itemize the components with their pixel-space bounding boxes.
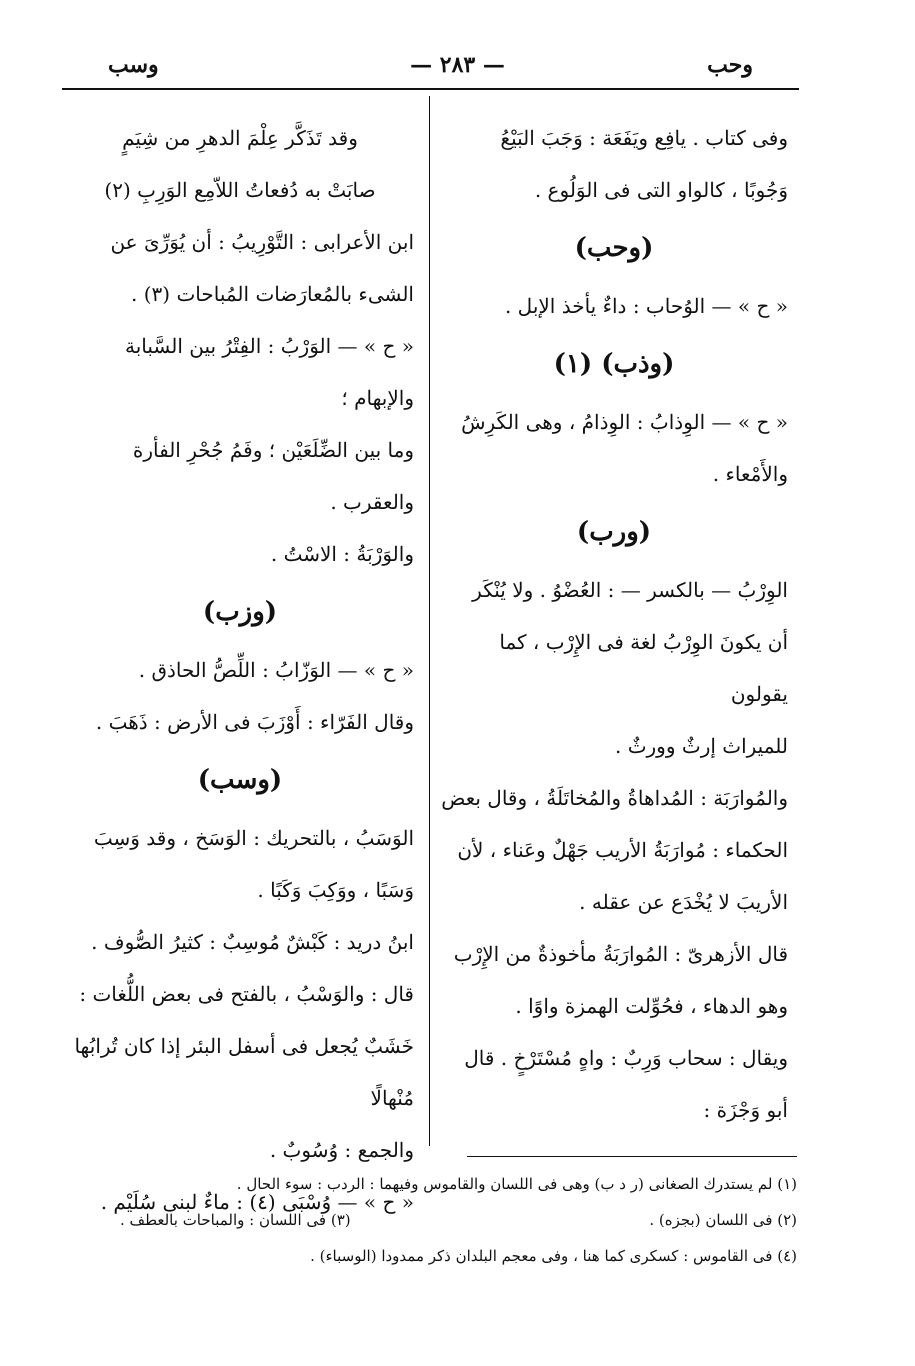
text-line: « ح » — الوِذابُ : الوِذامُ ، وهى الكَرِشُ xyxy=(461,410,788,434)
text-line: والمُوارَبَة : المُداهاةُ والمُخاتَلَةُ ، وقال بعض xyxy=(441,786,788,810)
text-line: الأريبَ لا يُخْدَع عن عقله . xyxy=(579,890,788,914)
text-line: « ح » — وُسْبَى (٤) : ماءٌ لبنى سُلَيْم . xyxy=(100,1190,414,1214)
entry-heading: (ورب) xyxy=(576,517,652,547)
text-line: للميراث إرثٌ وورثٌ . xyxy=(614,734,788,758)
text-line: وَجُوبًا ، كالواو التى فى الوَلُوع . xyxy=(534,178,788,202)
footnote-row xyxy=(120,1202,797,1238)
text-line: الشىء بالمُعارَضات المُباحات (٣) . xyxy=(131,282,414,306)
text-line: ابنُ دريد : كَبْشٌ مُوسِبٌ : كثيرُ الصُّوف . xyxy=(91,930,414,954)
text-line: الحكماء : مُوارَبَةُ الأريب جَهْلٌ وعَناء ، لأن xyxy=(457,838,788,862)
footnotes xyxy=(120,1166,797,1274)
column-divider xyxy=(429,96,430,1146)
text-line: « ح » — الوَرْبُ : الفِتْرُ بين السَّبابة والإبهام ؛ xyxy=(124,334,414,410)
entry-heading: (وحب) xyxy=(574,233,654,263)
entry-heading: (وذب) (١) xyxy=(553,349,675,379)
text-line: الوِرْبُ — بالكسر — : العُضْوُ . ولا يُنْكَر xyxy=(472,578,788,602)
header-keyword-right: وحب xyxy=(707,52,753,78)
text-line: قال الأزهرىّ : المُوارَبَةُ مأخوذةٌ من الإِرْب xyxy=(453,942,788,966)
text-line: أبو وَجْزَة : xyxy=(703,1098,788,1122)
text-line: « ح » — الوَزّابُ : اللِّصُّ الحاذق . xyxy=(138,658,414,682)
text-line: ابن الأعرابى : التَّوْرِيبُ : أن يُوَرِّىَ عن xyxy=(110,230,414,254)
text-line: والأَمْعاء . xyxy=(712,462,788,486)
footnote-1: (١) لم يستدرك الصغانى (ر د ب) وهى فى اللسان والقاموس وفيهما : الردب : سوء الحال . xyxy=(236,1175,797,1193)
text-line: والوَرْبَةُ : الاسْتُ . xyxy=(270,542,414,566)
text-line: وفى كتاب . يافِع ويَفَعَة : وَجَبَ البَيْعُ xyxy=(500,126,788,150)
right-column xyxy=(440,112,788,1136)
text-line: وَسَبًا ، ووَكِبَ وَكَبًا . xyxy=(257,878,414,902)
text-line: وما بين الضِّلَعَيْن ؛ وفَمُ جُحْرِ الفأرة والعقرب . xyxy=(132,438,414,514)
verse-line: وقد تَذَكَّر عِلْمَ الدهرِ من شِيَمٍ xyxy=(122,126,358,150)
text-line: أن يكونَ الوِرْبُ لغة فى الإِرْب ، كما يقولون xyxy=(499,630,788,706)
footnote-rule xyxy=(467,1156,797,1157)
verse-line: صابَتْ به دُفعاتُ اللاّمِع الوَرِبِ (٢) xyxy=(104,178,376,202)
text-line: وقال الفَرّاء : أَوْزَبَ فى الأرض : ذَهَبَ . xyxy=(95,710,414,734)
text-line: خَشَبٌ يُجعل فى أسفل البئر إذا كان تُرابُها مُنْهالًا xyxy=(74,1034,414,1110)
text-line: قال : والوَسْبُ ، بالفتح فى بعض اللُّغات : xyxy=(79,982,414,1006)
text-line: « ح » — الوُحاب : داءٌ يأخذ الإبل . xyxy=(504,294,788,318)
text-line: وهو الدهاء ، فحُوِّلت الهمزة واوًا . xyxy=(515,994,788,1018)
text-line: الوَسَبُ ، بالتحريك : الوَسَخ ، وقد وَسِبَ xyxy=(93,826,414,850)
footnote-2: (٢) فى اللسان (بجزه) . xyxy=(649,1211,797,1229)
left-column xyxy=(66,112,414,1228)
entry-heading: (وزب) xyxy=(202,597,278,627)
header-keyword-left: وسب xyxy=(108,52,159,78)
header-rule xyxy=(62,88,799,90)
text-line: ويقال : سحاب وَرِبٌ : واهٍ مُسْتَرْخٍ . قال xyxy=(464,1046,788,1070)
footnote-4: (٤) فى القاموس : كسكرى كما هنا ، وفى معجم البلدان ذكر ممدودا (الوسباء) . xyxy=(310,1247,797,1265)
page-number: — ٢٨٣ — xyxy=(410,52,505,78)
footnote-3: (٣) فى اللسان : والمباحات بالعطف . xyxy=(120,1211,351,1229)
text-line: والجمع : وُسُوبٌ . xyxy=(269,1138,414,1162)
entry-heading: (وسب) xyxy=(197,765,283,795)
